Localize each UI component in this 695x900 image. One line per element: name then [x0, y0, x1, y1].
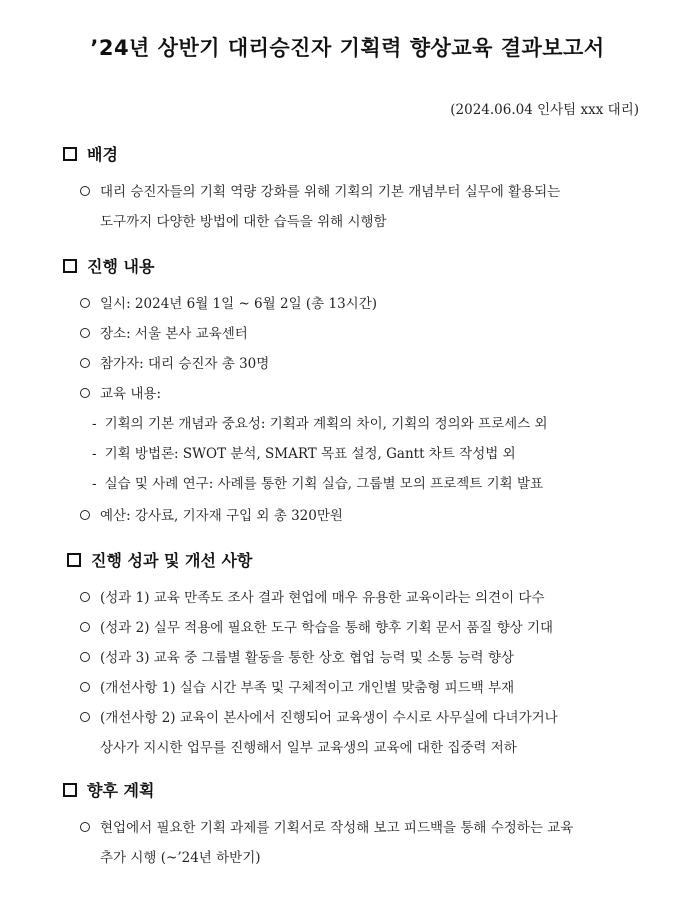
- circle-bullet-icon: [80, 652, 90, 662]
- bullet-text: 도구까지 다양한 방법에 대한 습득을 위해 시행함: [100, 214, 387, 230]
- bullet-item: [80, 504, 343, 524]
- circle-bullet-icon: [80, 186, 90, 196]
- bullet-text: 상사가 지시한 업무를 진행해서 일부 교육생의 교육에 대한 집중력 저하: [100, 740, 517, 756]
- circle-bullet-icon: [80, 822, 90, 832]
- circle-bullet-icon: [80, 510, 90, 520]
- bullet-item: [80, 616, 553, 636]
- section-heading-label: 향후 계획: [87, 781, 155, 800]
- checkbox-square-icon: [63, 147, 77, 161]
- dash-bullet-icon: -: [92, 416, 97, 432]
- bullet-text: 교육 내용:: [100, 386, 162, 402]
- bullet-text: (개선사항 1) 실습 시간 부족 및 구체적이고 개인별 맞춤형 피드백 부재: [100, 680, 515, 696]
- checkbox-square-icon: [67, 553, 81, 567]
- sub-bullet-item: [92, 472, 543, 492]
- bullet-text: 대리 승진자들의 기획 역량 강화를 위해 기획의 기본 개념부터 실무에 활용되는: [100, 184, 561, 200]
- bullet-text: 추가 시행 (~’24년 하반기): [100, 850, 261, 866]
- circle-bullet-icon: [80, 328, 90, 338]
- bullet-item: [80, 816, 573, 836]
- bullet-text: 현업에서 필요한 기획 과제를 기획서로 작성해 보고 피드백을 통해 수정하는 교육: [100, 820, 574, 836]
- bullet-item: [80, 676, 514, 696]
- bullet-item: [80, 292, 377, 312]
- dash-bullet-icon: -: [92, 476, 97, 492]
- bullet-text: 예산: 강사료, 기자재 구입 외 총 320만원: [100, 508, 343, 524]
- bullet-item: [80, 180, 560, 200]
- section-heading-background: [63, 142, 118, 165]
- bullet-continuation: [100, 846, 261, 866]
- section-heading-label: 진행 성과 및 개선 사항: [91, 551, 253, 570]
- bullet-continuation: [100, 736, 517, 756]
- bullet-item: [80, 646, 514, 666]
- checkbox-square-icon: [63, 259, 77, 273]
- bullet-item: [80, 706, 558, 726]
- section-heading-label: 진행 내용: [87, 257, 155, 276]
- bullet-text: 기획 방법론: SWOT 분석, SMART 목표 설정, Gantt 차트 작성법 외: [104, 446, 516, 462]
- section-heading-results: [67, 548, 252, 571]
- bullet-text: (개선사항 2) 교육이 본사에서 진행되어 교육생이 수시로 사무실에 다녀가거나: [100, 710, 558, 726]
- section-heading-label: 배경: [87, 145, 118, 164]
- section-heading-future-plan: [63, 778, 154, 801]
- bullet-text: 기획의 기본 개념과 중요성: 기획과 계획의 차이, 기획의 정의와 프로세스 외: [104, 416, 548, 432]
- checkbox-square-icon: [63, 783, 77, 797]
- dash-bullet-icon: -: [92, 446, 97, 462]
- sub-bullet-item: [92, 442, 516, 462]
- document-title: ’24년 상반기 대리승진자 기획력 향상교육 결과보고서: [90, 36, 605, 60]
- circle-bullet-icon: [80, 682, 90, 692]
- circle-bullet-icon: [80, 388, 90, 398]
- bullet-text: 실습 및 사례 연구: 사례를 통한 기획 실습, 그룹별 모의 프로젝트 기획 발표: [104, 476, 544, 492]
- bullet-text: 장소: 서울 본사 교육센터: [100, 326, 248, 342]
- bullet-text: 일시: 2024년 6월 1일 ~ 6월 2일 (총 13시간): [100, 296, 378, 312]
- bullet-item: [80, 352, 269, 372]
- bullet-item: [80, 382, 161, 402]
- bullet-text: (성과 1) 교육 만족도 조사 결과 현업에 매우 유용한 교육이라는 의견이 다수: [100, 590, 545, 606]
- bullet-text: (성과 2) 실무 적용에 필요한 도구 학습을 통해 향후 기획 문서 품질 향상 기대: [100, 620, 554, 636]
- sub-bullet-item: [92, 412, 548, 432]
- circle-bullet-icon: [80, 592, 90, 602]
- section-heading-progress: [63, 254, 154, 277]
- report-date-author: (2024.06.04 인사팀 xxx 대리): [450, 102, 639, 118]
- bullet-item: [80, 586, 545, 606]
- circle-bullet-icon: [80, 298, 90, 308]
- circle-bullet-icon: [80, 712, 90, 722]
- circle-bullet-icon: [80, 622, 90, 632]
- bullet-text: 참가자: 대리 승진자 총 30명: [100, 356, 270, 372]
- bullet-item: [80, 322, 248, 342]
- bullet-continuation: [100, 210, 387, 230]
- circle-bullet-icon: [80, 358, 90, 368]
- bullet-text: (성과 3) 교육 중 그룹별 활동을 통한 상호 협업 능력 및 소통 능력 향상: [100, 650, 514, 666]
